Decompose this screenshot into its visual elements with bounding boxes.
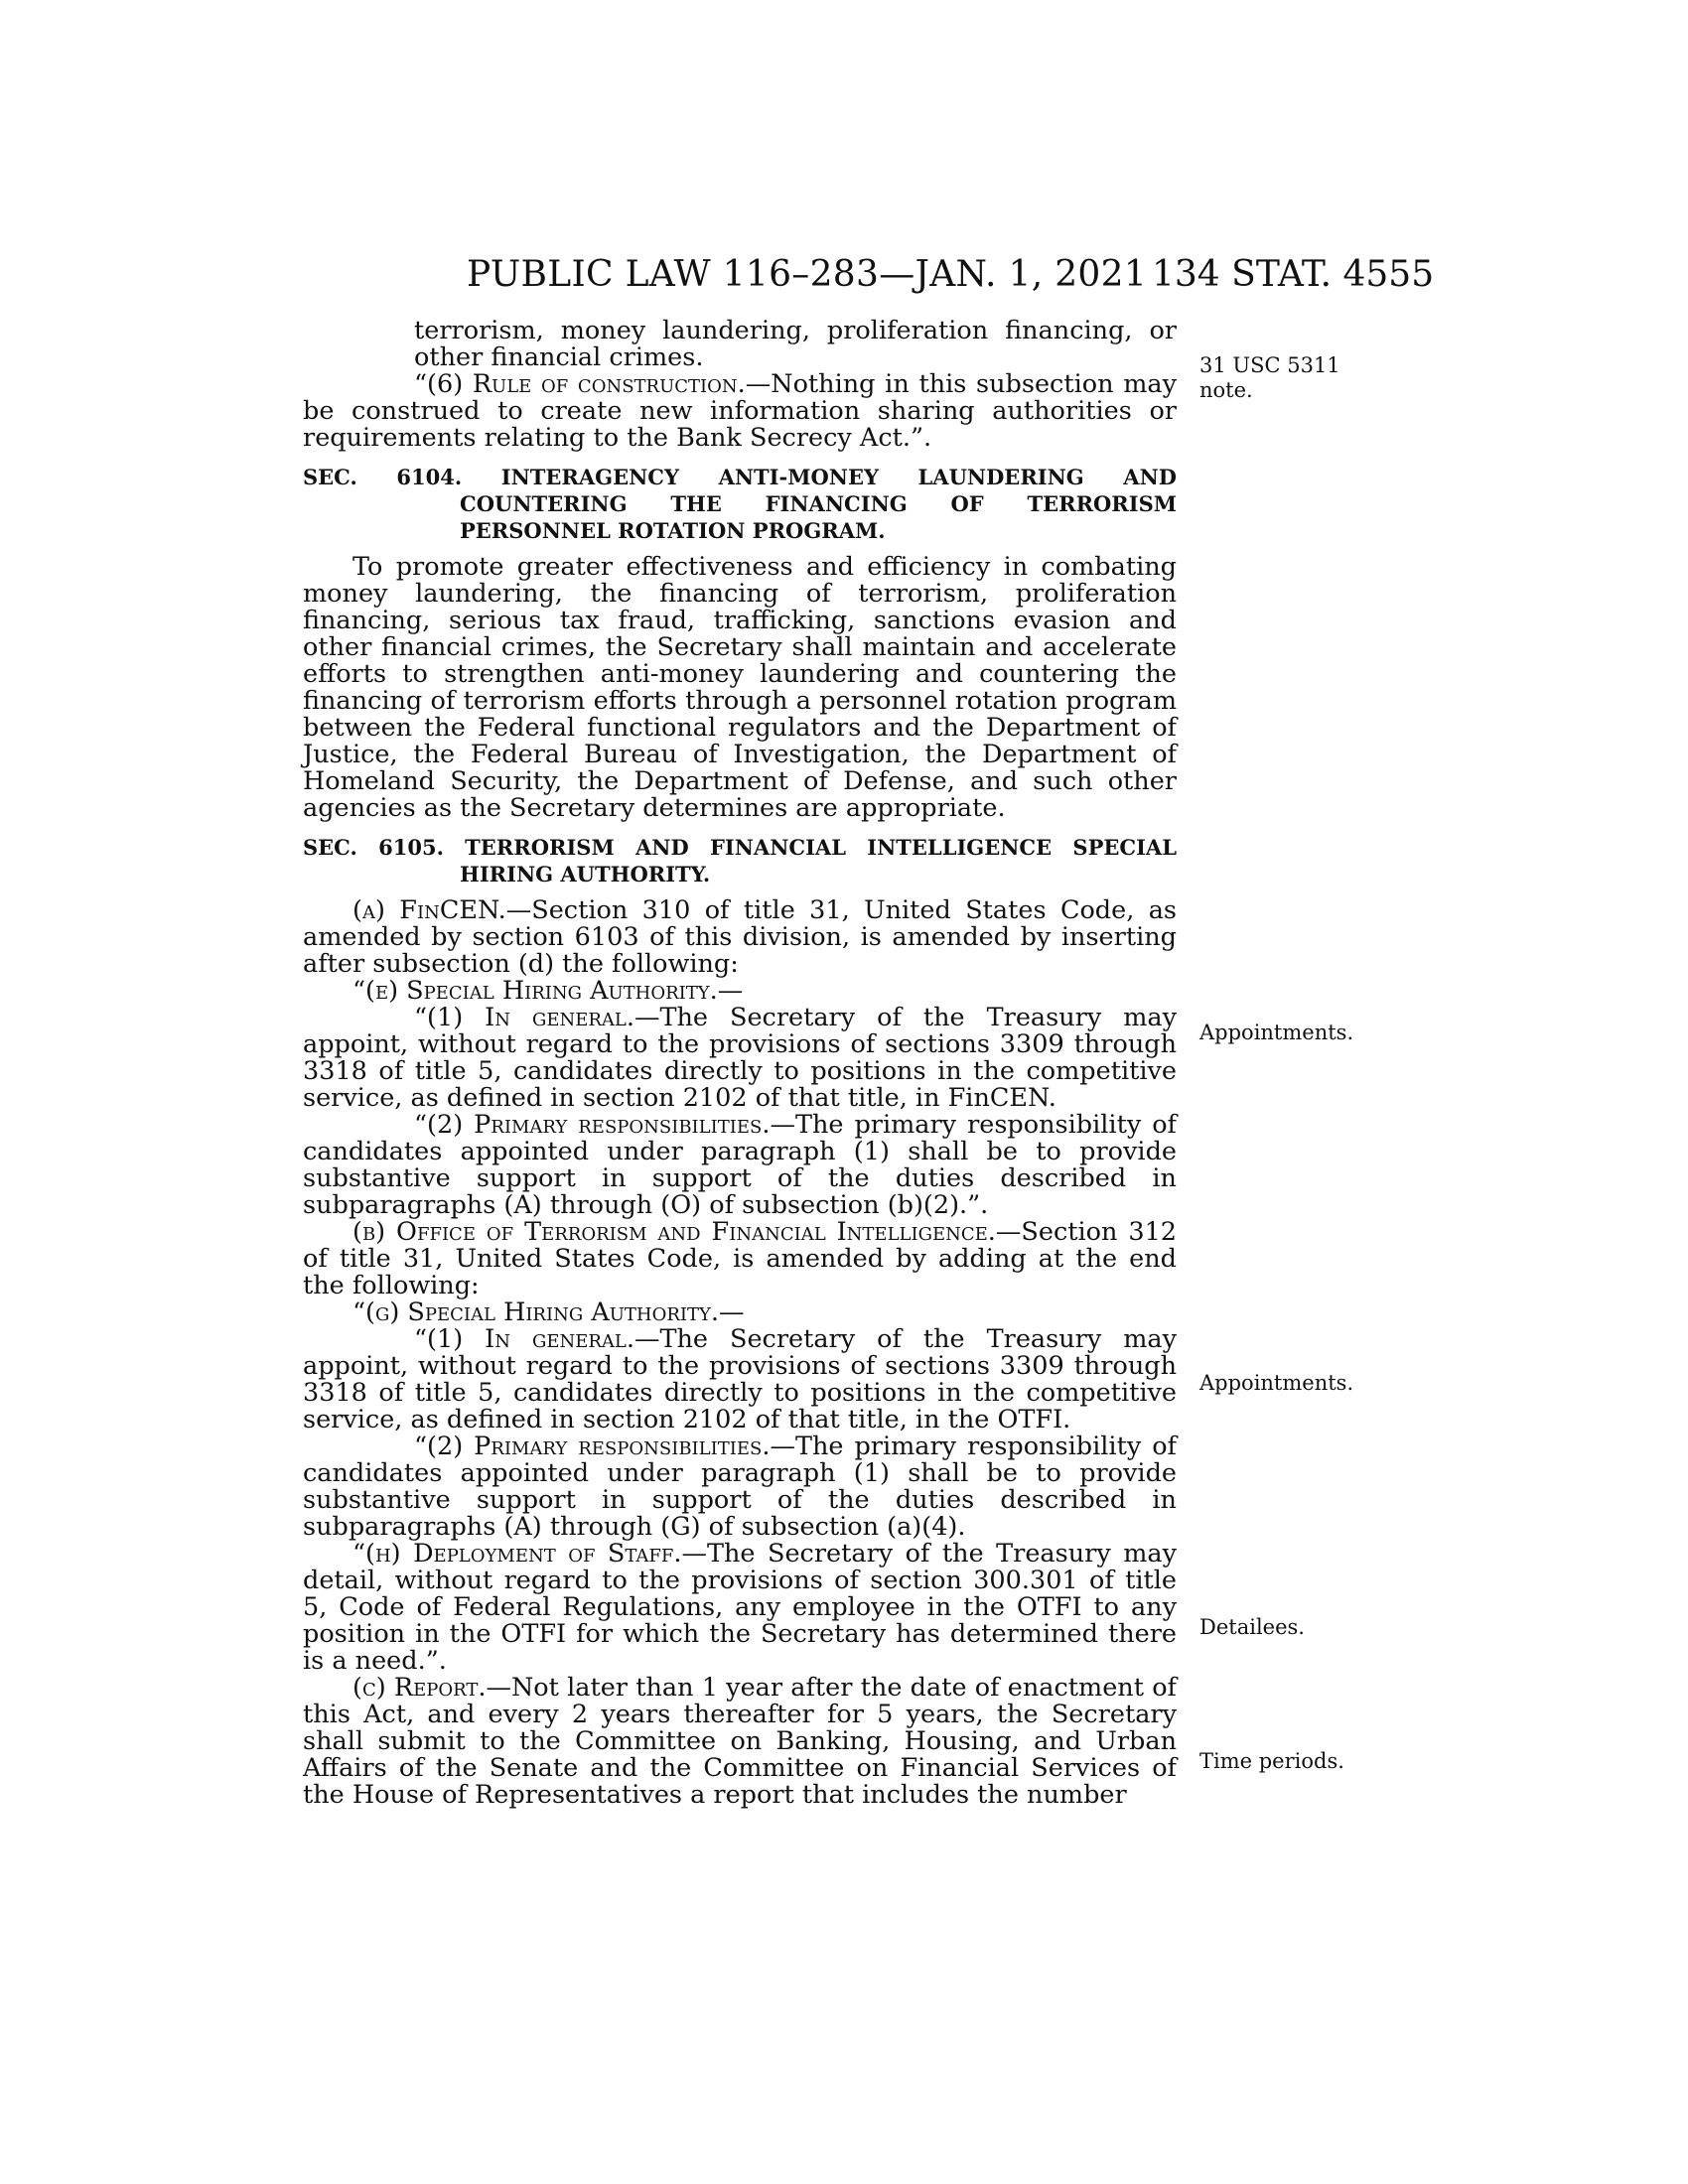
heading-rule-of-construction: “(6) Rule of construction. xyxy=(414,369,746,399)
paragraph-e1: “(1) In general.—The Secretary of the Treasury may appoint, without regard to the provisions of sections 3309 through 3318 of title 5, candidates directly to positions in the competitive service, as defined in section 2102 of that title, in FinCEN. xyxy=(303,1003,1177,1113)
paragraph-g1: “(1) In general.—The Secretary of the Treasury may appoint, without regard to the provisions of sections 3309 through 3318 of title 5, candidates directly to positions in the competitive service, as defined in section 2102 of that title, in the OTFI. xyxy=(303,1324,1177,1434)
margin-note-appointments: Appointments. xyxy=(1199,1021,1354,1044)
margin-note-usc: 31 USC 5311 note. xyxy=(1199,353,1340,402)
subsection-h: “(h) Deployment of Staff.—The Secretary of the Treasury may detail, without regard to the provisions of section 300.301 of title 5, Code of Federal Regulations, any employee in the OTFI to any position in the OTFI for which the Secretary has determined there is a need.”. xyxy=(303,1539,1178,1676)
paragraph-rule-of-construction: “(6) Rule of construction.—Nothing in this subsection may be construed to create new information sharing authorities or requirements relating to the Bank Secrecy Act.”. xyxy=(303,369,1177,453)
paragraph-e2: “(2) Primary responsibilities.—The primary responsibility of candidates appointed under paragraph (1) shall be to provide substantive support in support of the duties described in subparagraphs (A) through (O) of subsection (b)(2).”. xyxy=(303,1110,1177,1220)
section-6104-text: To promote greater effectiveness and efficiency in combating money laundering, the financing of terrorism, proliferation financing, serious tax fraud, trafficking, sanctions evasion and other financial crimes, the Secretary shall maintain and accelerate efforts to strengthen anti-money laundering and countering the financing of terrorism efforts through a personnel rotation program between the Federal functional regulators and the Department of Justice, the Federal Bureau of Investigation, the Department of Homeland Security, the Department of Defense, and such other agencies as the Secretary determines are appropriate. xyxy=(303,552,1177,823)
subsection-b: (b) Office of Terrorism and Financial Intelligence.—Section 312 of title 31, United States Code, is amended by adding at the end the following: xyxy=(303,1217,1178,1300)
section-6104-heading: SEC. 6104. INTERAGENCY ANTI-MONEY LAUNDERING AND COUNTERING THE FINANCING OF TERRORISM PERSONNEL ROTATION PROGRAM. xyxy=(303,465,1177,543)
subsection-c: (c) Report.—Not later than 1 year after the date of enactment of this Act, and every 2 years thereafter for 5 years, the Secretary shall submit to the Committee on Banking, Housing, and Urban Affairs of the Senate and the Committee on Financial Services of the House of Representatives a report that includes the number xyxy=(303,1673,1177,1810)
document-body xyxy=(303,318,1177,1809)
paragraph-g2: “(2) Primary responsibilities.—The primary responsibility of candidates appointed under paragraph (1) shall be to provide substantive support in support of the duties described in subparagraphs (A) through (G) of subsection (a)(4). xyxy=(303,1432,1177,1542)
margin-note-appointments: Appointments. xyxy=(1199,1371,1354,1395)
page-header-title: PUBLIC LAW 116–283—JAN. 1, 2021 xyxy=(467,254,1148,295)
margin-note-time-periods: Time periods. xyxy=(1199,1749,1344,1773)
subsection-a: (a) FinCEN.—Section 310 of title 31, United States Code, as amended by section 6103 of this division, is amended by inserting after subsection (d) the following: xyxy=(303,895,1177,979)
subsection-g-heading: “(g) Special Hiring Authority.— xyxy=(352,1297,745,1327)
paragraph-continuation: terrorism, money laundering, proliferation financing, or other financial crimes. xyxy=(414,316,1177,372)
page-header-stat: 134 STAT. 4555 xyxy=(1152,254,1435,295)
section-6105-heading: SEC. 6105. TERRORISM AND FINANCIAL INTELLIGENCE SPECIAL HIRING AUTHORITY. xyxy=(303,835,1177,887)
margin-note-detailees: Detailees. xyxy=(1199,1615,1305,1639)
subsection-e-heading: “(e) Special Hiring Authority.— xyxy=(352,976,744,1006)
